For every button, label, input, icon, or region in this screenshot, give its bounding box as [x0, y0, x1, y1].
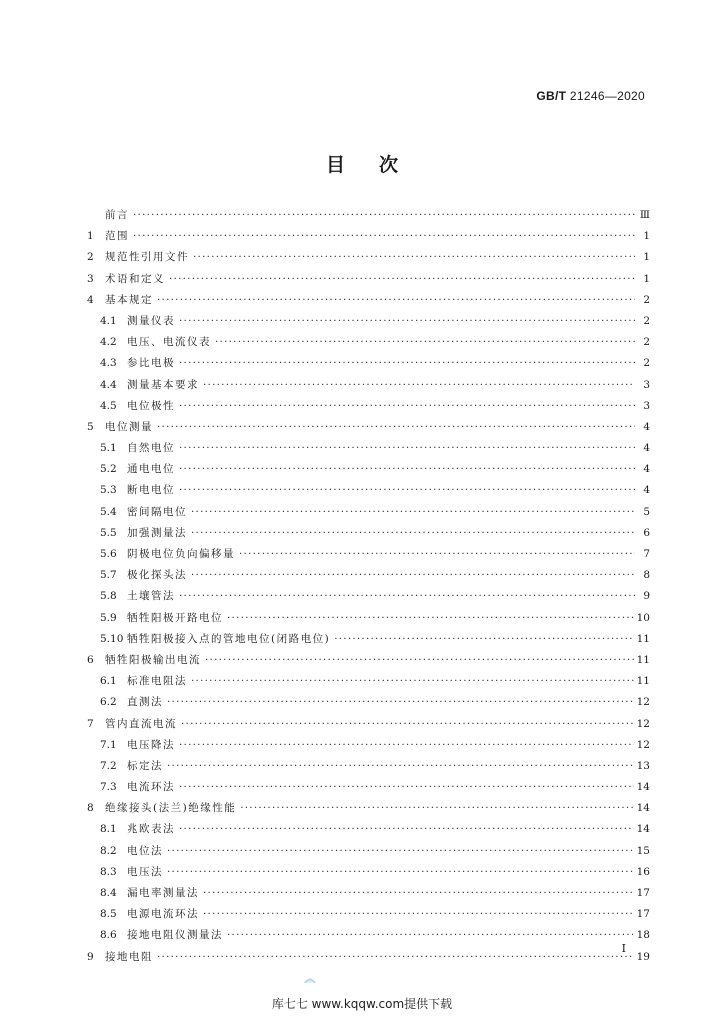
toc-entry-page: 18	[636, 929, 650, 942]
toc-entry-page: 3	[643, 378, 650, 391]
toc-entry-label: 范围	[105, 230, 129, 243]
toc-entry-label: 阴极电位负向偏移量	[127, 548, 235, 560]
toc-leader-dots	[191, 565, 635, 586]
toc-entry-page: 4	[643, 420, 650, 433]
toc-leader-dots	[167, 692, 634, 713]
toc-leader-dots	[193, 247, 635, 268]
toc-entry-number: 4	[87, 293, 94, 306]
toc-entry[interactable]	[87, 608, 650, 629]
toc-entry-number: 5.9	[100, 611, 117, 624]
toc-leader-dots	[167, 862, 634, 883]
toc-entry-label: 测量仪表	[127, 314, 175, 327]
toc-entry-page: 14	[636, 802, 650, 815]
toc-entry-label: 断电电位	[127, 484, 175, 497]
toc-entry-number: 5.7	[100, 569, 117, 582]
toc-entry-page: 6	[643, 526, 650, 539]
table-of-contents	[87, 205, 650, 968]
toc-entry-number: 3	[87, 272, 94, 285]
toc-entry[interactable]	[87, 629, 650, 650]
toc-entry-label: 电压降法	[127, 738, 175, 751]
toc-entry-page: 10	[636, 611, 650, 624]
toc-entry[interactable]	[87, 692, 650, 713]
toc-entry-label: 参比电极	[127, 357, 175, 370]
toc-entry[interactable]	[87, 925, 650, 946]
toc-entry-number: 8.6	[100, 929, 117, 942]
toc-entry[interactable]	[87, 502, 650, 523]
toc-entry-number: 5.4	[100, 505, 117, 518]
toc-entry-page: 1	[643, 251, 650, 264]
toc-leader-dots	[227, 608, 634, 629]
toc-entry[interactable]	[87, 311, 650, 332]
toc-entry-number: 5.3	[100, 484, 117, 497]
toc-leader-dots	[179, 735, 634, 756]
page-title: 目次	[325, 154, 432, 176]
download-footer: 库七七 www.kqqw.com提供下载	[271, 997, 453, 1011]
toc-leader-dots	[169, 269, 635, 290]
toc-entry[interactable]	[87, 777, 650, 798]
toc-entry-number: 5	[87, 420, 94, 433]
toc-leader-dots	[179, 819, 634, 840]
toc-entry-number: 7.3	[100, 781, 117, 794]
toc-entry[interactable]	[87, 290, 650, 311]
toc-entry-label: 电源电流环法	[127, 908, 199, 921]
toc-entry-label: 土壤管法	[127, 590, 175, 603]
toc-leader-dots	[157, 417, 635, 438]
toc-entry-label: 自然电位	[127, 442, 175, 455]
toc-entry-label: 前言	[105, 209, 129, 221]
toc-entry-label: 牺牲阳极开路电位	[127, 611, 223, 624]
toc-entry[interactable]	[87, 375, 650, 396]
toc-entry[interactable]	[87, 671, 650, 692]
toc-entry[interactable]	[87, 904, 650, 925]
toc-entry[interactable]	[87, 650, 650, 671]
toc-leader-dots	[203, 883, 634, 904]
toc-entry-page: 2	[643, 314, 650, 327]
toc-entry-number: 8	[87, 802, 94, 815]
toc-entry-label: 基本规定	[105, 293, 153, 306]
toc-entry-label: 加强测量法	[127, 526, 187, 539]
toc-entry[interactable]	[87, 353, 650, 374]
toc-entry-label: 电压、电流仪表	[127, 336, 211, 349]
toc-entry-label: 极化探头法	[127, 569, 187, 582]
toc-entry[interactable]	[87, 417, 650, 438]
toc-entry-label: 漏电率测量法	[127, 887, 199, 899]
toc-leader-dots	[157, 947, 634, 968]
toc-entry-label: 电压法	[127, 865, 163, 878]
toc-entry[interactable]	[87, 735, 650, 756]
toc-entry-page: 9	[643, 590, 650, 603]
toc-entry[interactable]	[87, 565, 650, 586]
toc-entry[interactable]	[87, 205, 650, 226]
toc-entry-label: 牺牲阳极接入点的管地电位(闭路电位)	[127, 632, 331, 645]
toc-entry-number: 6.1	[100, 675, 117, 688]
toc-leader-dots	[205, 650, 634, 671]
toc-entry-number: 7	[87, 717, 94, 730]
toc-entry[interactable]	[87, 841, 650, 862]
toc-leader-dots	[133, 205, 635, 226]
toc-entry-label: 绝缘接头(法兰)绝缘性能	[105, 802, 237, 815]
toc-entry-page: 4	[643, 484, 650, 497]
toc-entry[interactable]	[87, 226, 650, 247]
toc-leader-dots	[181, 714, 634, 735]
toc-entry-label: 直测法	[127, 696, 163, 709]
toc-leader-dots	[179, 396, 635, 417]
toc-entry-page: 17	[636, 908, 650, 921]
toc-leader-dots	[179, 586, 635, 607]
toc-entry-number: 7.1	[100, 738, 117, 751]
toc-entry-label: 电流环法	[127, 781, 175, 794]
toc-entry-page: 17	[636, 887, 650, 899]
toc-entry-label: 标定法	[127, 759, 163, 772]
toc-entry-label: 术语和定义	[105, 272, 165, 285]
toc-entry-page: 12	[636, 738, 650, 751]
toc-entry-page: 7	[643, 548, 650, 560]
toc-entry[interactable]	[87, 247, 650, 268]
toc-leader-dots	[191, 502, 635, 523]
toc-entry-number: 5.2	[100, 463, 117, 476]
toc-entry-page: 2	[643, 293, 650, 306]
toc-leader-dots	[334, 629, 633, 650]
toc-leader-dots	[239, 544, 635, 565]
toc-leader-dots	[191, 523, 635, 544]
toc-leader-dots	[179, 353, 635, 374]
toc-entry-number: 6	[87, 653, 94, 666]
toc-entry-number: 8.4	[100, 887, 117, 899]
toc-entry-number: 4.4	[100, 378, 117, 391]
toc-leader-dots	[179, 480, 635, 501]
toc-entry-number: 6.2	[100, 696, 117, 709]
page-number: I	[621, 942, 626, 955]
toc-entry-page: 2	[643, 357, 650, 370]
toc-entry-page: 1	[643, 272, 650, 285]
toc-entry[interactable]	[87, 269, 650, 290]
toc-entry-label: 测量基本要求	[127, 378, 199, 391]
toc-entry-page: 3	[643, 399, 650, 412]
toc-entry[interactable]	[87, 947, 650, 968]
toc-entry-label: 通电电位	[127, 463, 175, 476]
toc-entry[interactable]	[87, 819, 650, 840]
toc-entry-label: 规范性引用文件	[105, 251, 189, 264]
toc-entry-number: 5.1	[100, 442, 117, 455]
toc-entry[interactable]	[87, 586, 650, 607]
toc-leader-dots	[157, 290, 635, 311]
toc-entry-number: 2	[87, 251, 94, 264]
toc-entry-number: 4.1	[100, 314, 117, 327]
toc-entry-number: 5.5	[100, 526, 117, 539]
toc-leader-dots	[215, 332, 635, 353]
toc-entry-label: 管内直流电流	[105, 717, 177, 730]
toc-entry-number: 5.8	[100, 590, 117, 603]
toc-leader-dots	[240, 798, 633, 819]
toc-entry-number: 8.3	[100, 865, 117, 878]
toc-entry-label: 牺牲阳极输出电流	[105, 653, 201, 666]
toc-entry[interactable]	[87, 544, 650, 565]
toc-entry-number: 7.2	[100, 759, 117, 772]
toc-entry-label: 电位法	[127, 844, 163, 857]
standard-number	[536, 89, 645, 103]
toc-entry[interactable]	[87, 438, 650, 459]
toc-leader-dots	[203, 375, 635, 396]
toc-entry-page: 4	[643, 463, 650, 476]
toc-entry-page: 5	[643, 505, 650, 518]
toc-entry[interactable]	[87, 756, 650, 777]
toc-entry-number: 4.5	[100, 399, 117, 412]
toc-leader-dots	[179, 311, 635, 332]
toc-entry-label: 密间隔电位	[127, 505, 187, 518]
toc-leader-dots	[167, 756, 634, 777]
toc-leader-dots	[179, 777, 634, 798]
toc-entry-label: 兆欧表法	[127, 823, 175, 836]
toc-entry-page: 13	[636, 759, 650, 772]
toc-entry-page: 19	[636, 950, 650, 963]
toc-entry[interactable]	[87, 523, 650, 544]
toc-entry-label: 电位测量	[105, 420, 153, 433]
toc-entry-page: 12	[636, 696, 650, 709]
site-logo-icon	[302, 973, 318, 987]
toc-entry-page: 14	[636, 781, 650, 794]
toc-leader-dots	[179, 459, 635, 480]
toc-entry-page: 15	[636, 844, 650, 857]
toc-entry[interactable]	[87, 480, 650, 501]
toc-entry[interactable]	[87, 459, 650, 480]
toc-entry[interactable]	[87, 862, 650, 883]
toc-entry-number: 9	[87, 950, 94, 963]
toc-leader-dots	[191, 671, 634, 692]
toc-entry-number: 8.1	[100, 823, 117, 836]
toc-entry[interactable]	[87, 714, 650, 735]
toc-leader-dots	[133, 226, 635, 247]
toc-leader-dots	[203, 904, 634, 925]
toc-entry-label: 电位极性	[127, 399, 175, 412]
toc-entry-page: 14	[636, 823, 650, 836]
standard-prefix: GB/T	[536, 89, 567, 103]
toc-entry-page: 1	[643, 230, 650, 243]
toc-entry-page: 11	[636, 675, 650, 688]
toc-entry-page: 11	[636, 632, 650, 645]
toc-entry[interactable]	[87, 332, 650, 353]
toc-entry-label: 标准电阻法	[127, 675, 187, 688]
toc-leader-dots	[227, 925, 634, 946]
toc-leader-dots	[179, 438, 635, 459]
toc-entry-number: 5.10	[100, 632, 124, 645]
toc-entry-number: 1	[87, 230, 94, 243]
toc-entry[interactable]	[87, 798, 650, 819]
toc-entry-label: 接地电阻	[105, 950, 153, 963]
toc-entry-number: 4.3	[100, 357, 117, 370]
toc-entry-page: 2	[643, 336, 650, 349]
toc-entry-page: 12	[636, 717, 650, 730]
toc-leader-dots	[167, 841, 634, 862]
toc-entry-number: 4.2	[100, 336, 117, 349]
toc-entry-page: 4	[643, 442, 650, 455]
toc-entry-number: 8.5	[100, 908, 117, 921]
toc-entry-page: 8	[643, 569, 650, 582]
toc-entry-label: 接地电阻仪测量法	[127, 929, 223, 942]
toc-entry[interactable]	[87, 883, 650, 904]
toc-entry-page: Ⅲ	[639, 209, 650, 221]
standard-code: 21246—2020	[566, 89, 645, 103]
toc-entry-number: 8.2	[100, 844, 117, 857]
toc-entry-page: 11	[636, 653, 650, 666]
toc-entry[interactable]	[87, 396, 650, 417]
toc-entry-number: 5.6	[100, 548, 117, 560]
toc-entry-page: 16	[636, 865, 650, 878]
